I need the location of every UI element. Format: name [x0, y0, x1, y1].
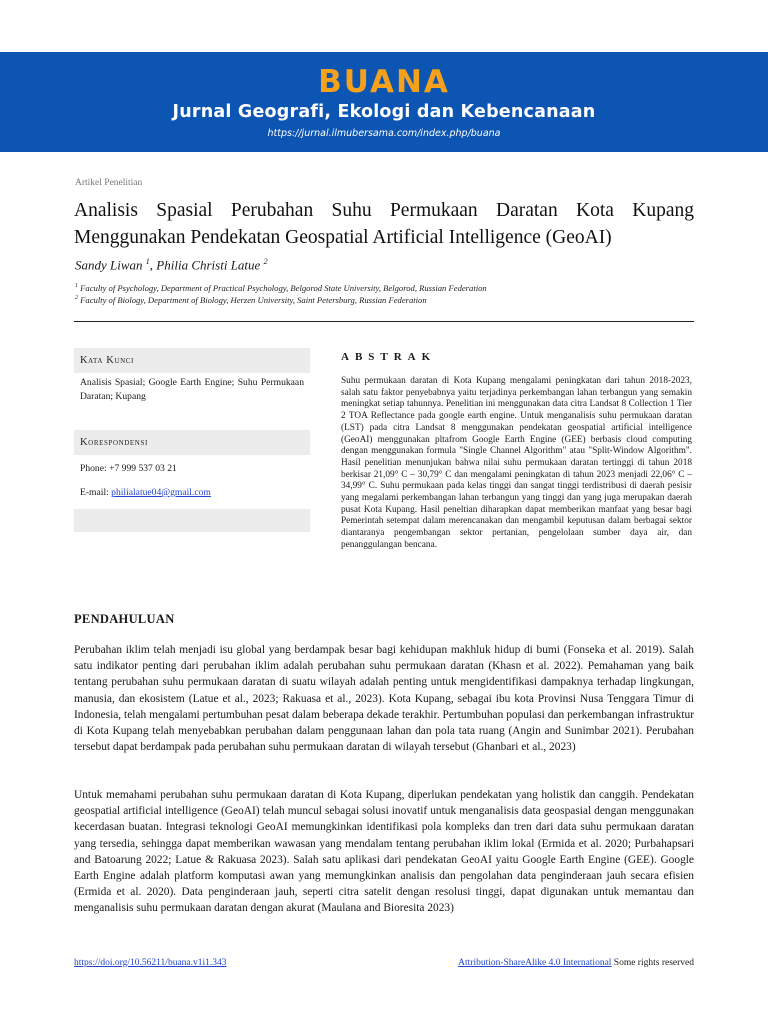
- rights-text: Some rights reserved: [611, 958, 694, 968]
- body-paragraph: Untuk memahami perubahan suhu permukaan daratan di Kota Kupang, diperlukan pendekatan yang holistik dan canggih. Pendekatan geospatial artificial intelligence (GeoAI) telah muncul sebagai solusi inovatif untuk menganalisis data geospasial dengan menggunakan kecerdasan buatan. Integrasi teknologi GeoAI memungkinkan identifikasi pola kompleks dan tren dari data suhu permukaan daratan yang tersedia, sehingga dapat memberikan wawasan yang mendalam tentang perubahan iklim lokal (Ermida et al. 2020; Purbahapsari and Batoarung 2022; Latue & Rakuasa 2023). Salah satu aplikasi dari pendekatan GeoAI yaitu Google Earth Engine (GEE). Google Earth Engine adalah platform komputasi awan yang memungkinkan analisis dan pengolahan data penginderaan jauh secara efisien (Ermida et al. 2020). Data penginderaan jauh, seperti citra satelit dengan resolusi tinggi, dapat digunakan untuk memantau dan menganalisis suhu permukaan daratan dengan akurat (Maulana and Bioresita 2023): [74, 789, 694, 915]
- email-label: E-mail:: [80, 487, 112, 498]
- abstract-text: Suhu permukaan daratan di Kota Kupang mengalami peningkatan dari tahun 2018-2023, salah satu faktor penyebabnya yaitu terjadinya perkembangan lahan terbangun yang semakin meningkat setiap tahunnya. Penelitian ini menggunakan data citra Landsat 8 Collection 1 Tier 2 TOA Reflectance pada google earth engine. Untuk menganalisis suhu permukaan daratan (LST) pada citra Landsat 8 menggunakan pendekatan geospatial artificial intelligence (GeoAI) menggunakan pltafrom Google Earth Engine (GEE) berbasis cloud computing dengan menggunakan formula "Single Channel Algorithm" atau "Split-Window Algorithm". Hasil penelitian menunjukan bahwa nilai suhu permukaan daratan tertinggi di tahun 2018 berkisar 21,09° C – 30,79° C dan mengalami peningkatan di tahun 2023 menjadi 22,06° C – 34,99° C. Suhu permukaan pada kelas tinggi dan sangat tinggi terdistribusi di daerah pesisir yang megalami perkembangan lahan terbangun yang tinggi dan yang juga merupakan daerah pusat Kota Kupang. Hasil peneltian diharapkan dapat memberikan manfaat yang besar bagi Pemerintah setempat dalam merencanakan dan mengambil keputusan dalam berbagai sektor diantaranya pengembangan sektor pertanian, pengelolaan sumber daya air, dan penanggulangan bencana.: [341, 376, 692, 550]
- keywords-text: Analisis Spasial; Google Earth Engine; Suhu Permukaan Daratan; Kupang: [80, 377, 304, 402]
- article-type: Artikel Penelitian: [75, 178, 143, 188]
- affiliation: [75, 283, 487, 293]
- author-affiliation-mark: 2: [263, 257, 268, 266]
- affiliation-text: Faculty of Psychology, Department of Practical Psychology, Belgorod State University, Belgorod, Russian Federation: [80, 283, 487, 293]
- email-line: [74, 486, 310, 500]
- license-notice: [458, 958, 694, 968]
- affiliation-text: Faculty of Biology, Department of Biology, Herzen University, Saint Petersburg, Russian Federation: [80, 295, 427, 305]
- phone-line: [74, 462, 310, 476]
- phone-label: Phone:: [80, 463, 110, 474]
- abstract-heading: ABSTRAK: [341, 351, 437, 363]
- keywords-heading: Kata Kunci: [74, 348, 310, 373]
- journal-banner: [0, 52, 768, 152]
- article-sidebar: [74, 348, 310, 532]
- journal-logo: BUANA: [318, 64, 450, 100]
- journal-url[interactable]: https://jurnal.ilmubersama.com/index.php/buana: [267, 128, 501, 139]
- article-title: Analisis Spasial Perubahan Suhu Permukaan Daratan Kota Kupang Menggunakan Pendekatan Geospatial Artificial Intelligence (GeoAI): [74, 200, 694, 248]
- sidebar-blank-bar: [74, 509, 310, 532]
- author-affiliation-mark: 1: [145, 257, 150, 266]
- journal-name: Jurnal Geografi, Ekologi dan Kebencanaan: [172, 102, 596, 122]
- body-paragraph: Perubahan iklim telah menjadi isu global yang berdampak besar bagi kehidupan makhluk hidup di bumi (Fonseka et al. 2019). Salah satu indikator penting dari perubahan iklim adalah perubahan suhu permukaan daratan (Khasn et al. 2022). Pemahaman yang baik tentang perubahan suhu permukaan daratan di suatu wilayah adalah penting untuk mengidentifikasi dampaknya terhadap lingkungan, manusia, dan ekosistem (Latue et al., 2023; Rakuasa et al., 2023). Kota Kupang, sebagai ibu kota Provinsi Nusa Tenggara Timur di Indonesia, telah mengalami pertumbuhan pesat dalam beberapa dekade terakhir. Pertumbuhan populasi dan perkembangan infrastruktur di Kota Kupang telah menyebabkan perubahan dalam penggunaan lahan dan pola tata ruang (Angin and Sunimbar 2021). Perubahan tersebut dapat berdampak pada perubahan suhu permukaan daratan di wilayah tersebut (Ghanbari et al., 2023): [74, 644, 694, 754]
- doi-link[interactable]: https://doi.org/10.56211/buana.v1i1.343: [74, 958, 227, 968]
- author-name: Philia Christi Latue: [156, 257, 261, 273]
- affiliation-mark: 1: [75, 283, 78, 290]
- phone-number: +7 999 537 03 21: [109, 463, 177, 474]
- header-divider: [74, 321, 694, 322]
- section-heading: PENDAHULUAN: [74, 612, 175, 626]
- affiliation-mark: 2: [75, 295, 78, 302]
- affiliation: [75, 295, 427, 305]
- license-link[interactable]: Attribution-ShareAlike 4.0 International: [458, 958, 612, 968]
- correspondence-heading: Korespondensi: [74, 430, 310, 455]
- page-footer: [74, 958, 694, 968]
- author-list: Sandy Liwan $^1$, Philia Christi Latue $^2$: [75, 257, 268, 273]
- author-name: Sandy Liwan: [75, 257, 143, 273]
- email-link[interactable]: philialatue04@gmail.com: [111, 487, 211, 498]
